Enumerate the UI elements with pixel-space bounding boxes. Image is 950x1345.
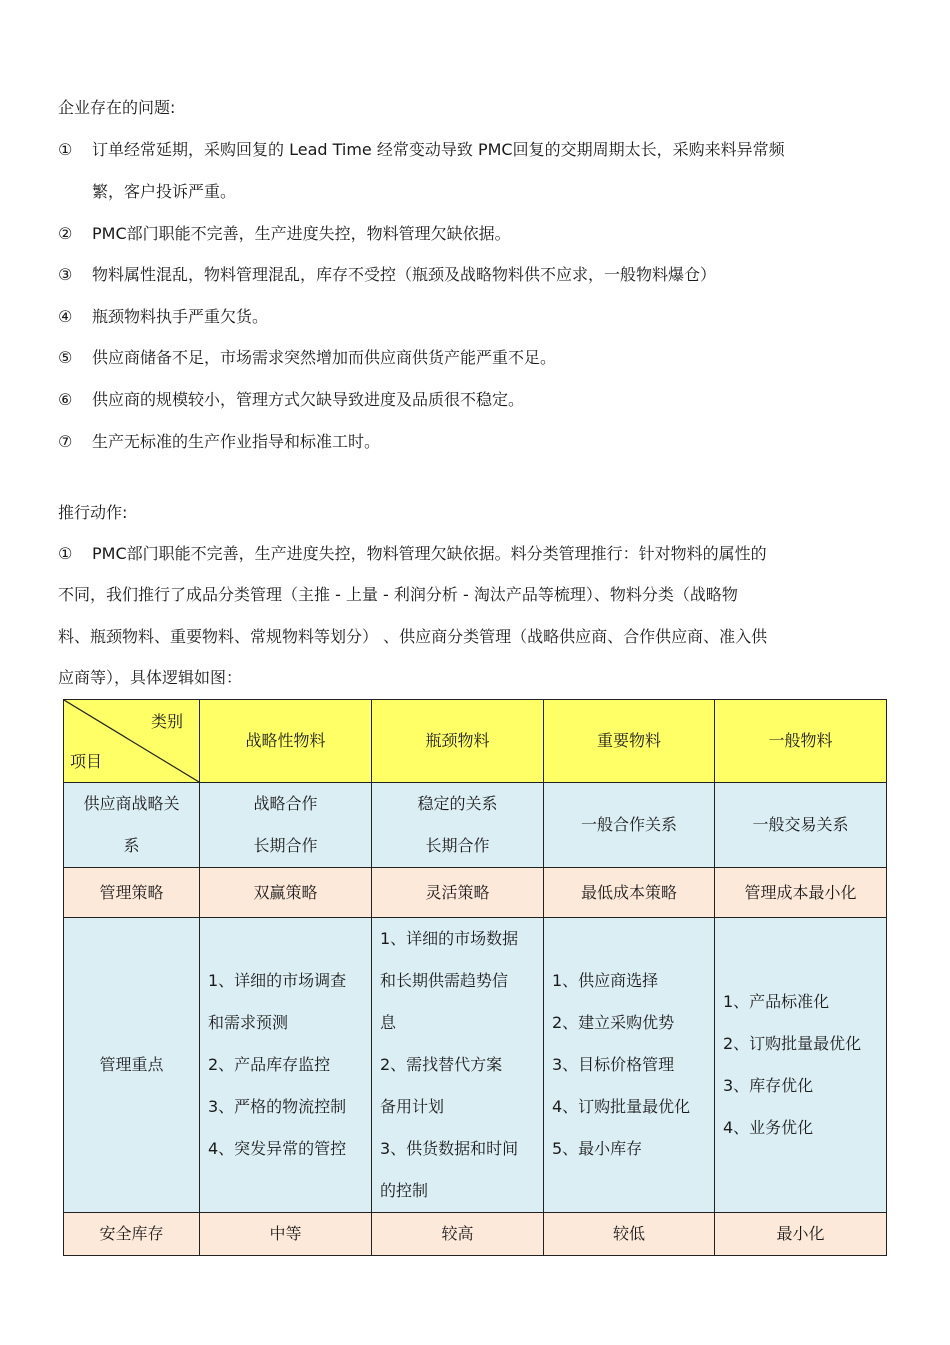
action-num: ① <box>58 544 73 563</box>
table-cell: 最低成本策略 <box>544 868 715 918</box>
cell-line: 3、严格的物流控制 <box>208 1097 347 1116</box>
cell-line: 4、订购批量最优化 <box>552 1097 691 1116</box>
cell-line: 稳定的关系 <box>417 794 498 813</box>
table-cell <box>372 918 544 1213</box>
cell-line: 息 <box>380 1013 397 1032</box>
cell-line: 3、供货数据和时间 <box>380 1139 519 1158</box>
column-header: 重要物料 <box>544 700 715 783</box>
problem-num: ⑥ <box>58 390 73 409</box>
table-row <box>64 1213 887 1256</box>
cell-line: 4、业务优化 <box>723 1118 814 1137</box>
table-row <box>64 868 887 918</box>
table-cell <box>200 783 372 868</box>
problem-num: ③ <box>58 265 73 284</box>
cell-line: 1、详细的市场调查 <box>208 971 347 990</box>
table-cell: 一般交易关系 <box>715 783 887 868</box>
row-label: 安全库存 <box>64 1213 200 1256</box>
cell-line: 和需求预测 <box>208 1013 289 1032</box>
table-cell: 双赢策略 <box>200 868 372 918</box>
column-header: 战略性物料 <box>200 700 372 783</box>
column-header: 瓶颈物料 <box>372 700 544 783</box>
corner-cell <box>64 700 200 783</box>
table-header-row <box>64 700 887 783</box>
problem-text: 繁，客户投诉严重。 <box>92 182 237 201</box>
problem-text: 供应商储备不足，市场需求突然增加而供应商供货产能严重不足。 <box>92 348 557 367</box>
table-cell: 管理成本最小化 <box>715 868 887 918</box>
problem-text: 订单经常延期，采购回复的 Lead Time 经常变动导致 PMC回复的交期周期太长，采购来料异常频 <box>92 140 785 159</box>
cell-line: 的控制 <box>380 1181 429 1200</box>
problems-heading: 企业存在的问题: <box>58 98 176 117</box>
action-text: 料、瓶颈物料、重要物料、常规物料等划分） 、供应商分类管理（战略供应商、合作供应商、准入供 <box>58 627 768 646</box>
problem-text: 瓶颈物料执手严重欠货。 <box>92 307 269 326</box>
cell-line: 3、库存优化 <box>723 1076 814 1095</box>
cell-line: 1、详细的市场数据 <box>380 929 519 948</box>
table-cell: 灵活策略 <box>372 868 544 918</box>
problem-num: ⑦ <box>58 432 73 451</box>
problem-text: PMC部门职能不完善，生产进度失控，物料管理欠缺依据。 <box>92 224 511 243</box>
table-cell: 最小化 <box>715 1213 887 1256</box>
table-cell: 一般合作关系 <box>544 783 715 868</box>
action-text: 应商等），具体逻辑如图： <box>58 668 243 687</box>
table-cell <box>715 918 887 1213</box>
cell-line: 2、订购批量最优化 <box>723 1034 862 1053</box>
corner-item: 项目 <box>70 752 103 771</box>
cell-line: 4、突发异常的管控 <box>208 1139 347 1158</box>
cell-line: 2、产品库存监控 <box>208 1055 331 1074</box>
cell-line: 5、最小库存 <box>552 1139 643 1158</box>
cell-line: 战略合作 <box>253 794 318 813</box>
row-label: 管理策略 <box>64 868 200 918</box>
table-cell <box>372 783 544 868</box>
table-row <box>64 783 887 868</box>
problem-num: ① <box>58 140 73 159</box>
action-text: PMC部门职能不完善，生产进度失控，物料管理欠缺依据。料分类管理推行：针对物料的属性的 <box>92 544 767 563</box>
cell-line: 长期合作 <box>253 836 318 855</box>
cell-line: 3、目标价格管理 <box>552 1055 675 1074</box>
problem-text: 生产无标准的生产作业指导和标准工时。 <box>92 432 381 451</box>
cell-line: 1、供应商选择 <box>552 971 659 990</box>
cell-line: 1、产品标准化 <box>723 992 830 1011</box>
table-cell <box>200 918 372 1213</box>
column-header: 一般物料 <box>715 700 887 783</box>
problem-num: ② <box>58 224 73 243</box>
problem-num: ④ <box>58 307 73 326</box>
cell-line: 和长期供需趋势信 <box>380 971 509 990</box>
problem-text: 供应商的规模较小，管理方式欠缺导致进度及品质很不稳定。 <box>92 390 525 409</box>
row-label-line: 系 <box>123 836 140 855</box>
table-cell: 中等 <box>200 1213 372 1256</box>
cell-line: 2、需找替代方案 <box>380 1055 503 1074</box>
cell-line: 2、建立采购优势 <box>552 1013 675 1032</box>
cell-line: 长期合作 <box>425 836 490 855</box>
row-label <box>64 783 200 868</box>
table-cell: 较高 <box>372 1213 544 1256</box>
cell-line: 备用计划 <box>380 1097 445 1116</box>
corner-category: 类别 <box>150 712 183 731</box>
actions-heading: 推行动作: <box>58 503 128 522</box>
table-cell: 较低 <box>544 1213 715 1256</box>
table-cell <box>544 918 715 1213</box>
problem-text: 物料属性混乱，物料管理混乱，库存不受控（瓶颈及战略物料供不应求，一般物料爆仓） <box>92 265 717 284</box>
row-label-line: 供应商战略关 <box>83 794 180 813</box>
table-row <box>64 918 887 1213</box>
material-classification-table <box>63 699 887 1256</box>
action-text: 不同，我们推行了成品分类管理（主推 - 上量 - 利润分析 - 淘汰产品等梳理）、物料分类（战略物 <box>58 585 738 604</box>
row-label: 管理重点 <box>64 918 200 1213</box>
problem-num: ⑤ <box>58 348 73 367</box>
